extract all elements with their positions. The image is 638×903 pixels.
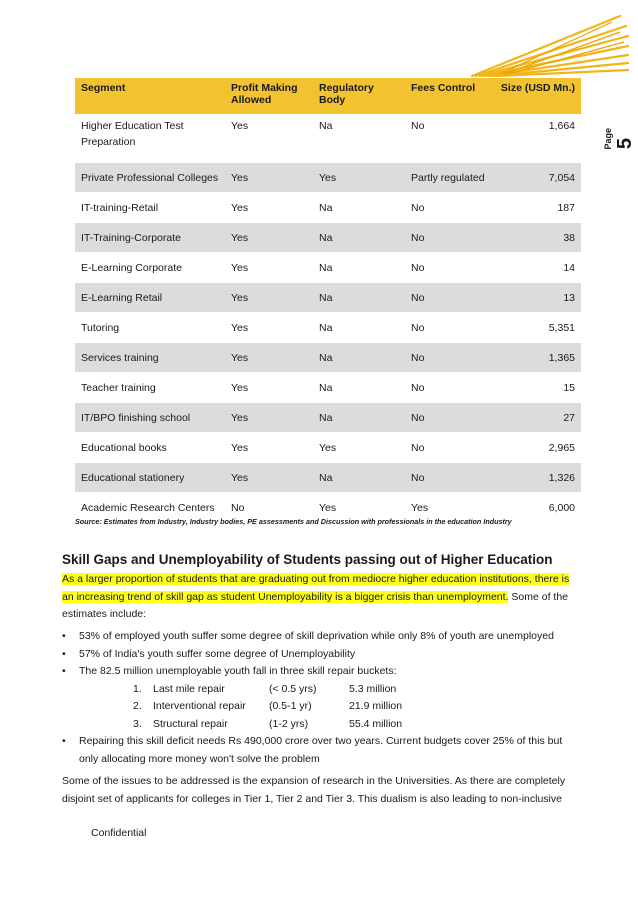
cell-fees-control: No <box>405 223 491 253</box>
page-word: Page <box>603 128 613 150</box>
bucket-time: (< 0.5 yrs) <box>269 682 317 695</box>
cell-profit-making: Yes <box>225 114 313 163</box>
cell-segment: Educational books <box>75 433 225 463</box>
cell-segment: IT-training-Retail <box>75 193 225 223</box>
bucket-label: Structural repair <box>153 717 228 730</box>
cell-regulatory-body: Na <box>313 223 405 253</box>
cell-fees-control: No <box>405 193 491 223</box>
footer-confidential: Confidential <box>91 827 147 839</box>
cell-segment: Educational stationery <box>75 463 225 493</box>
bucket-size: 21.9 million <box>349 700 403 712</box>
cell-regulatory-body: Yes <box>313 163 405 193</box>
cell-size: 13 <box>491 283 581 313</box>
cell-regulatory-body: Na <box>313 403 405 433</box>
cell-profit-making: Yes <box>225 193 313 223</box>
header-fees-control: Fees Control <box>405 78 491 114</box>
cell-regulatory-body: Na <box>313 283 405 313</box>
bucket-time: (1-2 yrs) <box>269 717 309 730</box>
cell-segment: Academic Research Centers <box>75 493 225 523</box>
bullet-text: 57% of India's youth suffer some degree of Unemployability <box>79 647 356 660</box>
bullet-item: • 53% of employed youth suffer some degree of skill deprivation while only 8% of youth are unemployed <box>62 630 554 642</box>
cell-segment: E-Learning Retail <box>75 283 225 313</box>
table-source-note: Source: Estimates from Industry, Industry bodies, PE assessments and Discussion with professionals in the education Industry <box>75 517 512 526</box>
bucket-item <box>62 716 582 734</box>
section-heading: Skill Gaps and Unemployability of Students passing out of Higher Education <box>62 552 553 567</box>
closing-paragraph: Some of the issues to be addressed is the expansion of research in the Universities. As there are completely disjoint set of applicants for colleges in Tier 1, Tier 2 and Tier 3. This dualism is also leading to non-inclusive <box>62 775 566 805</box>
cell-segment: IT-Training-Corporate <box>75 223 225 253</box>
table-row <box>75 163 581 193</box>
table-row <box>75 403 581 433</box>
cell-profit-making: Yes <box>225 163 313 193</box>
bucket-item <box>62 698 582 716</box>
header-profit-making: Profit Making Allowed <box>225 78 313 114</box>
cell-fees-control: Partly regulated <box>405 163 491 193</box>
cell-profit-making: Yes <box>225 403 313 433</box>
cell-segment: IT/BPO finishing school <box>75 403 225 433</box>
cell-size: 6,000 <box>491 493 581 523</box>
cell-regulatory-body: Yes <box>313 493 405 523</box>
cell-profit-making: Yes <box>225 373 313 403</box>
cell-regulatory-body: Na <box>313 373 405 403</box>
cell-fees-control: No <box>405 253 491 283</box>
cell-profit-making: No <box>225 493 313 523</box>
bucket-time: (0.5-1 yr) <box>269 700 312 712</box>
cell-fees-control: No <box>405 313 491 343</box>
cell-fees-control: No <box>405 463 491 493</box>
intro-rest: Some of the estimates include: <box>62 590 569 620</box>
cell-profit-making: Yes <box>225 223 313 253</box>
bucket-label: Last mile repair <box>153 682 225 695</box>
cell-size: 187 <box>491 193 581 223</box>
table-row <box>75 223 581 253</box>
intro-paragraph <box>62 571 582 624</box>
bucket-number: 1. <box>133 682 142 695</box>
table-row <box>75 193 581 223</box>
bucket-item <box>62 681 582 699</box>
cell-fees-control: No <box>405 373 491 403</box>
cell-regulatory-body: Na <box>313 253 405 283</box>
cell-profit-making: Yes <box>225 433 313 463</box>
table-row <box>75 463 581 493</box>
table-row <box>75 343 581 373</box>
page-number: 5 <box>614 138 636 150</box>
cell-fees-control: No <box>405 403 491 433</box>
header-segment: Segment <box>75 78 225 114</box>
cell-regulatory-body: Na <box>313 193 405 223</box>
table-row <box>75 313 581 343</box>
bucket-size: 5.3 million <box>349 682 397 695</box>
highlighted-text: As a larger proportion of students that are graduating out from mediocre higher education institutions, there is an increasing trend of skill gap as student Unemployability is a bigger crisis than unemployment. <box>62 573 570 603</box>
bullet-list <box>62 628 582 768</box>
cell-size: 14 <box>491 253 581 283</box>
cell-fees-control: No <box>405 433 491 463</box>
bullet-text: Repairing this skill deficit needs Rs 490,000 crore over two years. Current budgets cover 25% of this but only allocating more money won't solve the problem <box>79 735 563 765</box>
bucket-number: 2. <box>133 700 142 712</box>
table-row <box>75 253 581 283</box>
cell-segment: E-Learning Corporate <box>75 253 225 283</box>
bucket-size: 55.4 million <box>349 717 403 730</box>
table-row <box>75 114 581 163</box>
cell-size: 5,351 <box>491 313 581 343</box>
cell-segment: Tutoring <box>75 313 225 343</box>
cell-size: 1,664 <box>491 114 581 163</box>
bullet-text: The 82.5 million unemployable youth fall in three skill repair buckets: <box>79 665 397 677</box>
cell-size: 2,965 <box>491 433 581 463</box>
bucket-number: 3. <box>133 717 142 730</box>
cell-regulatory-body: Na <box>313 114 405 163</box>
cell-size: 7,054 <box>491 163 581 193</box>
cell-profit-making: Yes <box>225 253 313 283</box>
sunburst-logo <box>470 12 630 78</box>
cell-fees-control: No <box>405 283 491 313</box>
table-row <box>75 433 581 463</box>
bullet-item: • The 82.5 million unemployable youth fall in three skill repair buckets: <box>62 665 397 677</box>
cell-size: 27 <box>491 403 581 433</box>
segment-table <box>75 78 581 523</box>
cell-fees-control: No <box>405 114 491 163</box>
cell-fees-control: Yes <box>405 493 491 523</box>
cell-profit-making: Yes <box>225 313 313 343</box>
cell-regulatory-body: Na <box>313 463 405 493</box>
page-number-label <box>604 128 635 150</box>
header-size: Size (USD Mn.) <box>491 78 581 114</box>
header-regulatory-body: Regulatory Body <box>313 78 405 114</box>
cell-profit-making: Yes <box>225 463 313 493</box>
cell-regulatory-body: Na <box>313 343 405 373</box>
bullet-item: • 57% of India's youth suffer some degree of Unemployability <box>62 647 356 660</box>
cell-segment: Teacher training <box>75 373 225 403</box>
cell-regulatory-body: Yes <box>313 433 405 463</box>
table-header-row <box>75 78 581 114</box>
bullet-text: 53% of employed youth suffer some degree of skill deprivation while only 8% of youth are unemployed <box>79 630 554 642</box>
bucket-label: Interventional repair <box>153 700 246 712</box>
cell-segment: Private Professional Colleges <box>75 163 225 193</box>
cell-size: 38 <box>491 223 581 253</box>
cell-fees-control: No <box>405 343 491 373</box>
bullet-item: • Repairing this skill deficit needs Rs 490,000 crore over two years. Current budgets cover 25% of this but only allocating more money won't solve the problem <box>62 735 563 765</box>
cell-regulatory-body: Na <box>313 313 405 343</box>
cell-profit-making: Yes <box>225 283 313 313</box>
cell-size: 15 <box>491 373 581 403</box>
cell-size: 1,365 <box>491 343 581 373</box>
table-row <box>75 283 581 313</box>
cell-size: 1,326 <box>491 463 581 493</box>
table-row <box>75 373 581 403</box>
table-body <box>75 114 581 523</box>
cell-profit-making: Yes <box>225 343 313 373</box>
cell-segment: Services training <box>75 343 225 373</box>
cell-segment: Higher Education Test Preparation <box>75 114 225 163</box>
